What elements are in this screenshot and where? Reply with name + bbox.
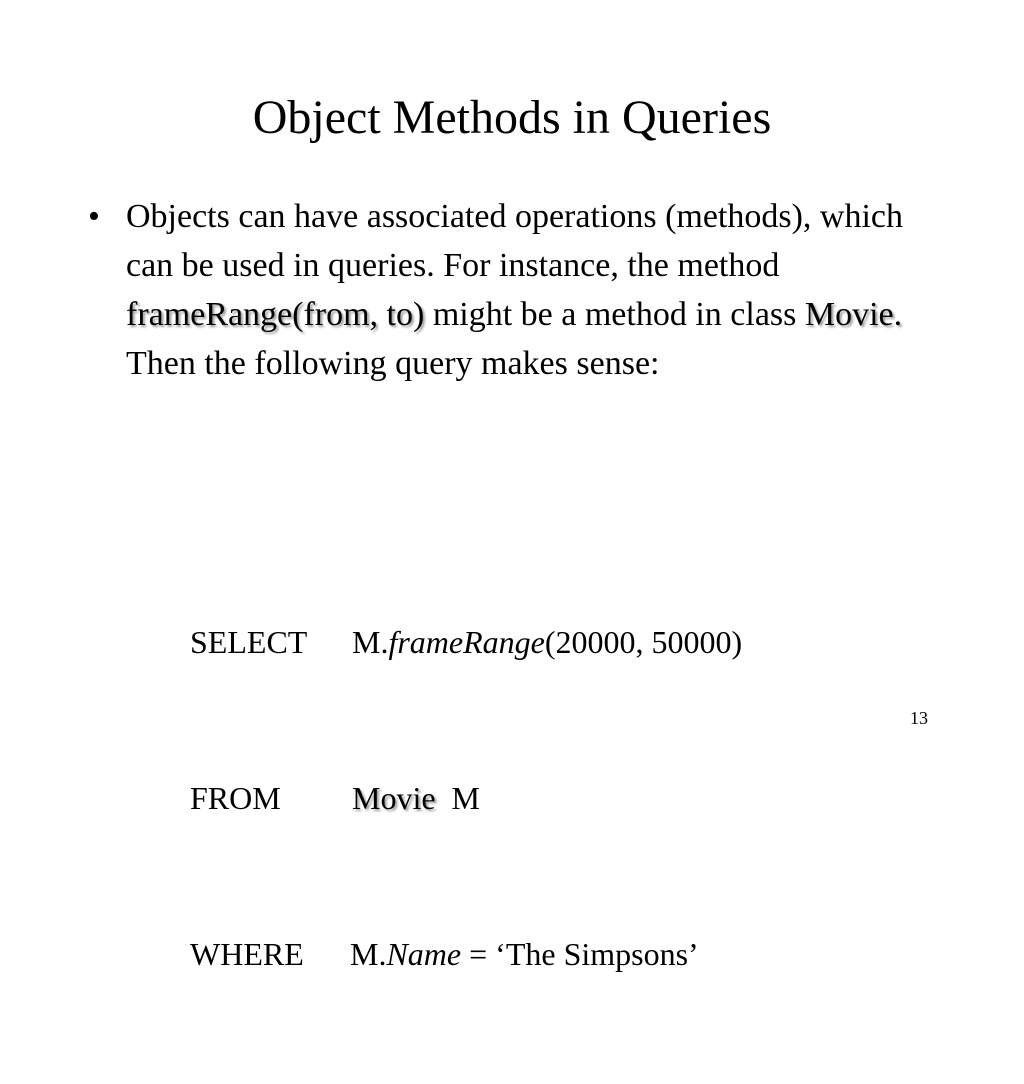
bullet-text bbox=[126, 192, 946, 388]
from-class-highlight: Movie bbox=[352, 780, 436, 816]
query-from-line bbox=[190, 772, 742, 824]
sql-query bbox=[190, 512, 742, 1084]
select-args: (20000, 50000) bbox=[544, 624, 743, 660]
query-where-line bbox=[190, 928, 742, 980]
where-rest: = ‘The Simpsons’ bbox=[461, 936, 699, 972]
class-name-highlight: Movie. bbox=[804, 296, 903, 333]
bullet-text-part-1: Objects can have associated operations (methods), which can be used in queries. For instance, the method bbox=[126, 198, 904, 284]
bullet-text-part-3: Then the following query makes sense: bbox=[126, 345, 660, 382]
select-method: frameRange bbox=[388, 624, 545, 660]
from-alias: M bbox=[451, 780, 480, 816]
page-number: 13 bbox=[910, 708, 928, 728]
method-name-highlight: frameRange(from, to) bbox=[126, 296, 425, 333]
bullet-marker: • bbox=[88, 198, 100, 235]
from-keyword: FROM bbox=[190, 780, 281, 816]
slide-title: Object Methods in Queries bbox=[252, 91, 772, 144]
query-select-line bbox=[190, 616, 742, 668]
where-keyword: WHERE bbox=[190, 936, 304, 972]
where-attr: Name bbox=[386, 936, 462, 972]
select-keyword: SELECT bbox=[190, 624, 308, 660]
select-prefix: M. bbox=[352, 624, 389, 660]
where-prefix: M. bbox=[350, 936, 387, 972]
bullet-text-part-2: might be a method in class bbox=[424, 296, 805, 333]
